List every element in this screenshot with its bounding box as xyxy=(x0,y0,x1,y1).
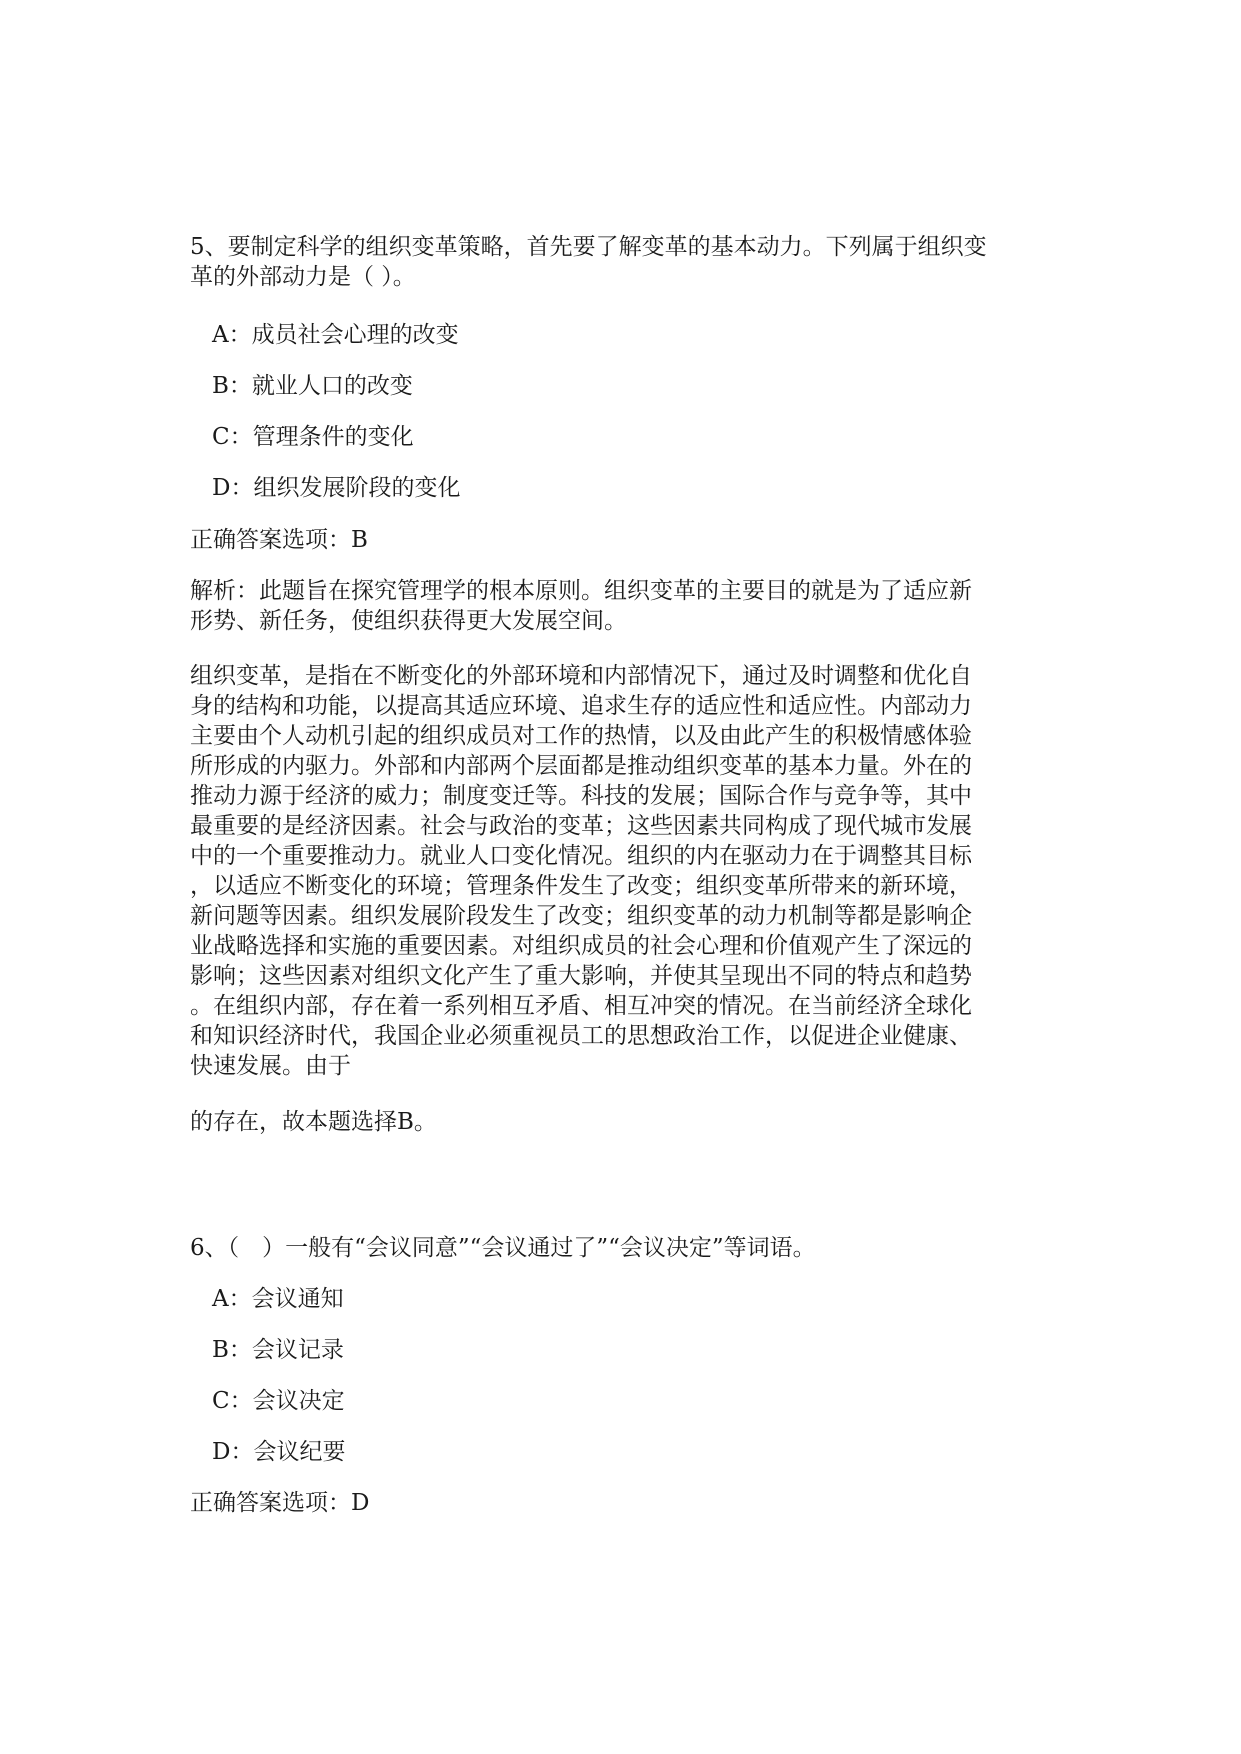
q5-paragraph-line: 主要由个人动机引起的组织成员对工作的热情，以及由此产生的积极情感体验 xyxy=(190,723,972,749)
q6-option-d: D：会议纪要 xyxy=(212,1439,346,1465)
q5-paragraph-line: 推动力源于经济的威力；制度变迁等。科技的发展；国际合作与竞争等，其中 xyxy=(190,783,972,809)
q5-paragraph-line: 。在组织内部，存在着一系列相互矛盾、相互冲突的情况。在当前经济全球化 xyxy=(190,993,972,1019)
q6-option-a: A：会议通知 xyxy=(212,1286,344,1312)
q5-paragraph-line: 最重要的是经济因素。社会与政治的变革；这些因素共同构成了现代城市发展 xyxy=(190,813,972,839)
q5-stem-line1: 5、要制定科学的组织变革策略，首先要了解变革的基本动力。下列属于组织变 xyxy=(190,234,987,260)
q5-paragraph-line: 身的结构和功能，以提高其适应环境、追求生存的适应性和适应性。内部动力 xyxy=(190,693,972,719)
q5-paragraph-line: 快速发展。由于 xyxy=(190,1053,351,1079)
q5-analysis-line2: 形势、新任务，使组织获得更大发展空间。 xyxy=(190,608,627,634)
q6-answer: 正确答案选项：D xyxy=(190,1490,370,1516)
q5-option-b: B：就业人口的改变 xyxy=(212,373,413,399)
q5-paragraph-line: 所形成的内驱力。外部和内部两个层面都是推动组织变革的基本力量。外在的 xyxy=(190,753,972,779)
q5-paragraph-line: 组织变革，是指在不断变化的外部环境和内部情况下，通过及时调整和优化自 xyxy=(190,663,972,689)
q5-paragraph-line: ，以适应不断变化的环境；管理条件发生了改变；组织变革所带来的新环境， xyxy=(190,873,972,899)
q6-option-b: B：会议记录 xyxy=(212,1337,344,1363)
q5-stem-line2: 革的外部动力是（ ）。 xyxy=(190,264,416,290)
q5-analysis-line1: 解析：此题旨在探究管理学的根本原则。组织变革的主要目的就是为了适应新 xyxy=(190,578,972,604)
q6-option-c: C：会议决定 xyxy=(212,1388,345,1414)
q6-stem: 6、（ ）一般有“会议同意”“会议通过了”“会议决定”等词语。 xyxy=(190,1235,816,1261)
q5-option-a: A：成员社会心理的改变 xyxy=(212,322,459,348)
q5-answer: 正确答案选项：B xyxy=(190,527,368,553)
q5-conclusion: 的存在，故本题选择B。 xyxy=(190,1109,437,1135)
q5-paragraph-line: 中的一个重要推动力。就业人口变化情况。组织的内在驱动力在于调整其目标 xyxy=(190,843,972,869)
q5-option-d: D：组织发展阶段的变化 xyxy=(212,475,461,501)
q5-option-c: C：管理条件的变化 xyxy=(212,424,414,450)
q5-paragraph-line: 业战略选择和实施的重要因素。对组织成员的社会心理和价值观产生了深远的 xyxy=(190,933,972,959)
q5-paragraph-line: 影响；这些因素对组织文化产生了重大影响，并使其呈现出不同的特点和趋势 xyxy=(190,963,972,989)
q5-paragraph-line: 和知识经济时代，我国企业必须重视员工的思想政治工作，以促进企业健康、 xyxy=(190,1023,972,1049)
q5-paragraph-line: 新问题等因素。组织发展阶段发生了改变；组织变革的动力机制等都是影响企 xyxy=(190,903,972,929)
